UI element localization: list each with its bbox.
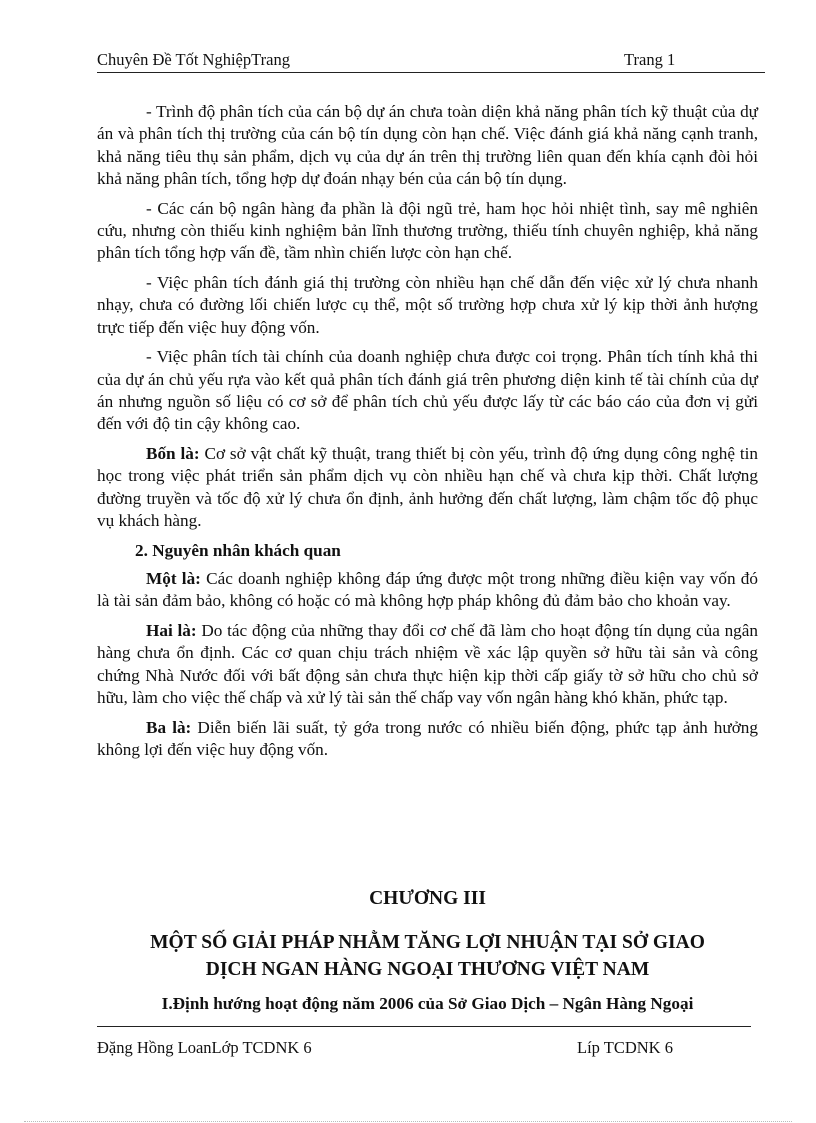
page-footer <box>97 1026 751 1057</box>
paragraph-1: - Trình độ phân tích của cán bộ dự án chưa toàn diện khả năng phân tích kỹ thuật của dự án và phân tích thị trường của cán bộ tín dụng còn hạn chế. Việc đánh giá khả năng cạnh tranh, khả năng tiêu thụ sản phẩm, dịch vụ của dự án trên thị trường liên quan đến khía cạnh đòi hỏi khả năng phân tích, tổng hợp dự đoán nhạy bén của cán bộ tín dụng. <box>97 102 758 188</box>
section-heading: 2. Nguyên nhân khách quan <box>135 540 341 560</box>
paragraph-4: - Việc phân tích tài chính của doanh nghiệp chưa được coi trọng. Phân tích tính khả thi của dự án chủ yếu rựa vào kết quả phân tích đánh giá trên phương diện kinh tế tài chính của dự án nhưng nguồn số liệu có cơ sở để phân tích chủ yếu được lấy từ các báo cáo của đơn vị gửi đến với độ tin cậy không cao. <box>97 347 758 434</box>
ba-la-lead: Ba là: <box>146 717 192 737</box>
paragraph-bon-la <box>97 443 758 532</box>
ba-la-text: Diễn biến lãi suất, tỷ gớa trong nước có nhiều biến động, phức tạp ảnh hưởng không lợi đến việc huy động vốn. <box>97 717 758 759</box>
header-title: Chuyên Đề Tốt NghiệpTrang <box>97 50 290 69</box>
bon-la-lead: Bốn là: <box>146 444 200 464</box>
paragraph-3: - Việc phân tích đánh giá thị trường còn nhiều hạn chế dẫn đến việc xử lý chưa nhanh nhạy, chưa có đường lối chiến lược cụ thể, một số trường hợp chưa xử lý kịp thời ảnh hượng trực tiếp đến việc huy động vốn. <box>97 273 758 337</box>
mot-la-text: Các doanh nghiệp không đáp ứng được một trong những điều kiện vay vốn đó là tài sản đảm bảo, không có hoặc có mà không hợp pháp không đủ đảm bảo cho khoản vay. <box>97 568 758 611</box>
chapter-subtitle: I.Định hướng hoạt động năm 2006 của Sở Giao Dịch – Ngân Hàng Ngoại <box>161 994 694 1013</box>
footer-class: Líp TCDNK 6 <box>577 1038 673 1057</box>
chapter-number: CHƯƠNG III <box>369 888 486 909</box>
paragraph-ba-la <box>97 717 758 762</box>
document-body <box>97 101 758 769</box>
hai-la-lead: Hai là: <box>146 620 197 640</box>
paragraph-hai-la <box>97 620 758 709</box>
page-bottom-edge <box>24 1121 792 1122</box>
mot-la-lead: Một là: <box>146 568 201 588</box>
paragraph-2: - Các cán bộ ngân hàng đa phần là đội ngũ trẻ, ham học hỏi nhiệt tình, say mê nghiên cứu, nhưng còn thiếu kinh nghiệm bản lĩnh thương trường, thiếu tính chuyên nghiệp, khả năng phân tích tổng hợp vấn đề, tầm nhìn chiến lược còn hạn chế. <box>97 198 758 263</box>
header-page-number: Trang 1 <box>624 50 676 69</box>
chapter-title <box>97 929 758 983</box>
footer-author: Đặng Hồng LoanLớp TCDNK 6 <box>97 1038 312 1057</box>
page-header <box>97 50 765 73</box>
chapter-title-line-1: MỘT SỐ GIẢI PHÁP NHẰM TĂNG LỢI NHUẬN TẠI SỞ GIAO <box>150 932 705 953</box>
chapter-title-line-2: DỊCH NGAN HÀNG NGOẠI THƯƠNG VIỆT NAM <box>205 959 650 980</box>
bon-la-text: Cơ sở vật chất kỹ thuật, trang thiết bị còn yếu, trình độ ứng dụng công nghệ tin học trong việc phát triển sản phẩm dịch vụ còn nhiều hạn chế và chưa kịp thời. Chất lượng đường truyền và tốc độ xử lý chưa ổn định, ảnh hưởng đến chất lượng, làm chậm tốc độ phục vụ khách hàng. <box>97 444 758 531</box>
paragraph-mot-la <box>97 568 758 613</box>
hai-la-text: Do tác động của những thay đổi cơ chế đã làm cho hoạt động tín dụng của ngân hàng chưa ổn định. Các cơ quan chịu trách nhiệm về xác lập quyền sở hữu tài sản và công chứng Nhà Nước đối với bất động sản chưa thực hiện kịp thời cấp giấy tờ sở hữu cho chủ sở hữu, làm cho việc thế chấp và xử lý tài sản thế chấp vay vốn ngân hàng khó khăn, phức tạp. <box>97 620 758 707</box>
